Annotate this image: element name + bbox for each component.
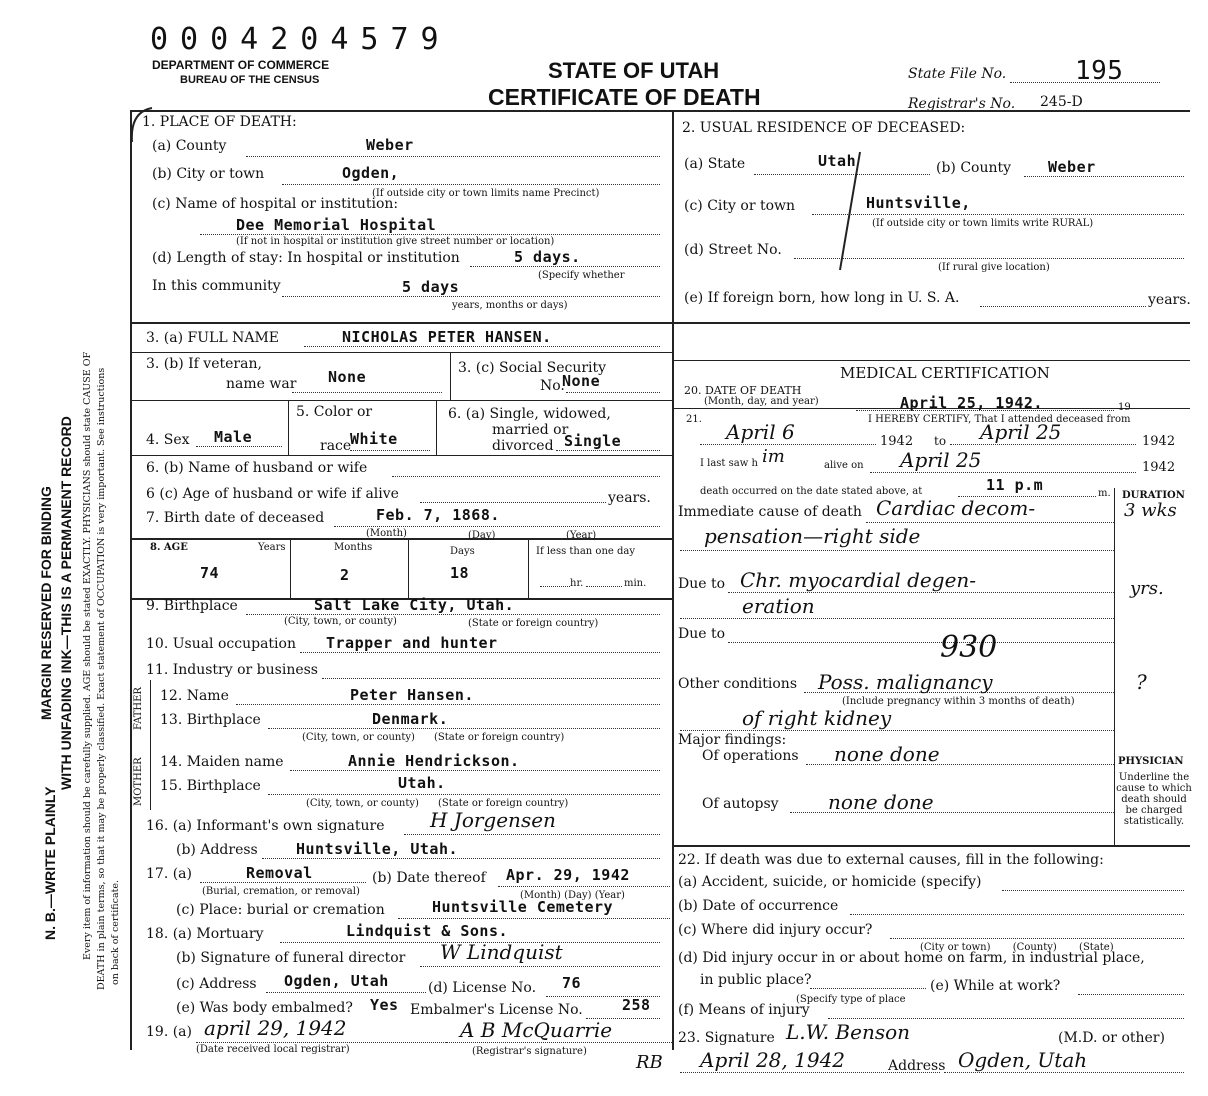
license-label: (d) License No.: [428, 980, 537, 996]
occupation: Trapper and hunter: [326, 634, 498, 652]
certify-number: 21.: [686, 414, 702, 425]
attended-to: April 25: [980, 420, 1062, 444]
last-saw-date: April 25: [900, 448, 982, 472]
birthplace-label: 9. Birthplace: [146, 598, 238, 614]
physician-note: Underline the cause to which death should be charged statistically.: [1116, 772, 1192, 827]
director-label: (b) Signature of funeral director: [176, 950, 406, 966]
alive-on-label: alive on: [824, 460, 864, 471]
color-label-2: race: [320, 438, 352, 454]
place-heading: 1. PLACE OF DEATH:: [142, 114, 297, 130]
city-note: (If outside city or town limits name Precinct): [372, 188, 600, 199]
state-heading: STATE OF UTAH: [548, 58, 720, 83]
duration-head: DURATION: [1122, 490, 1185, 501]
burial-place: Huntsville Cemetery: [432, 898, 614, 916]
mother-tag: MOTHER: [133, 757, 144, 806]
father-name: Peter Hansen.: [350, 686, 474, 704]
age-years-head: Years: [258, 542, 286, 553]
operations-label: Of operations: [702, 748, 799, 764]
res-state: Utah: [818, 152, 857, 170]
age-years: 74: [200, 564, 220, 582]
ss-label-2: No.: [540, 378, 565, 394]
informant-address: Huntsville, Utah.: [296, 840, 459, 858]
mother-bp-note: (City, town, or county) (State or foreign country): [306, 798, 569, 809]
autopsy-label: Of autopsy: [702, 796, 779, 812]
father-birthplace: Denmark.: [372, 710, 449, 728]
last-saw-label: I last saw h: [700, 458, 758, 469]
res-city-label: (c) City or town: [684, 198, 796, 214]
major-findings: Major findings:: [678, 732, 787, 748]
full-name: NICHOLAS PETER HANSEN.: [342, 328, 552, 346]
due-to-label-2: Due to: [678, 626, 726, 642]
embalmer-label: Embalmer's License No.: [410, 1002, 583, 1018]
margin-write-note: N. B.—WRITE PLAINLY: [42, 786, 58, 940]
birth-date: Feb. 7, 1868.: [376, 506, 500, 524]
mother-name: Annie Hendrickson.: [348, 752, 520, 770]
external-a: (a) Accident, suicide, or homicide (specify): [678, 874, 982, 890]
age-label: 8. AGE: [150, 542, 188, 553]
burial-date-label: (b) Date thereof: [372, 870, 486, 886]
state-file-number: 195: [1075, 56, 1124, 86]
md-label: (M.D. or other): [1058, 1030, 1165, 1046]
res-years: years.: [1148, 292, 1191, 308]
sex: Male: [214, 428, 253, 446]
to-label: to: [934, 434, 947, 448]
veteran-label: 3. (b) If veteran,: [146, 356, 262, 372]
hospital-label: (c) Name of hospital or institution:: [152, 196, 399, 212]
res-city-note: (If outside city or town limits write RURAL): [872, 218, 1094, 229]
removal: Removal: [246, 864, 313, 882]
mortuary: Lindquist & Sons.: [346, 922, 509, 940]
stay-label: (d) Length of stay: In hospital or institution: [152, 250, 460, 266]
residence-heading: 2. USUAL RESIDENCE OF DECEASED:: [682, 120, 966, 136]
physician-signature: L.W. Benson: [786, 1020, 911, 1044]
marital-label-2: married or: [492, 422, 569, 438]
res-county: Weber: [1048, 158, 1096, 176]
initials: RB: [636, 1052, 663, 1073]
res-county-label: (b) County: [936, 160, 1012, 176]
external-heading: 22. If death was due to external causes, fill in the following:: [678, 852, 1104, 868]
immediate-cause: Cardiac decom-: [876, 496, 1036, 520]
mother-birthplace: Utah.: [398, 774, 446, 792]
operations: none done: [834, 742, 940, 766]
stay-length: 5 days.: [514, 248, 581, 266]
father-tag: FATHER: [133, 687, 144, 730]
res-city: Huntsville,: [866, 194, 971, 212]
registrar-no-label: Registrar's No.: [908, 96, 1016, 112]
full-name-label: 3. (a) FULL NAME: [146, 330, 279, 346]
other-note: (Include pregnancy within 3 months of death): [842, 696, 1075, 707]
spouse-age-label: 6 (c) Age of husband or wife if alive: [146, 486, 399, 502]
due-to-1b: eration: [742, 594, 815, 618]
attended-from: April 6: [726, 420, 795, 444]
time-m: m.: [1098, 488, 1111, 499]
ss-label: 3. (c) Social Security: [458, 360, 607, 376]
informant-address-label: (b) Address: [176, 842, 258, 858]
color-label: 5. Color or: [296, 404, 373, 420]
registrar-label: 19. (a): [146, 1024, 192, 1040]
removal-label: 17. (a): [146, 866, 192, 882]
external-d-2: in public place?: [700, 972, 812, 988]
informant-signature: H Jorgensen: [430, 808, 556, 832]
due-to-1-duration: yrs.: [1130, 578, 1164, 599]
community-length: 5 days: [402, 278, 460, 296]
birth-day-note: (Day): [468, 530, 496, 541]
corner-bracket: [126, 106, 156, 146]
margin-ink-note: WITH UNFADING INK—THIS IS A PERMANENT RECORD: [58, 416, 74, 790]
bureau: BUREAU OF THE CENSUS: [180, 74, 320, 86]
res-state-label: (a) State: [684, 156, 746, 172]
sex-label: 4. Sex: [146, 432, 190, 448]
mortuary-label: 18. (a) Mortuary: [146, 926, 264, 942]
res-street-note: (If rural give location): [938, 262, 1050, 273]
sig-address: Ogden, Utah: [958, 1048, 1088, 1072]
res-foreign-label: (e) If foreign born, how long in U. S. A.: [684, 290, 960, 306]
stay-note: (Specify whether: [538, 270, 625, 281]
burial-date-note: (Month) (Day) (Year): [520, 890, 625, 901]
marital-status: Single: [564, 432, 622, 450]
age-min: min.: [624, 578, 647, 589]
margin-instructions-1: Every item of information should be carefully supplied. AGE should be stated EXACTLY. PHYSICIANS should state CAUSE OF: [82, 351, 93, 960]
county-label: (a) County: [152, 138, 227, 154]
director-signature: W Lindquist: [440, 940, 563, 964]
dod-label-2: (Month, day, and year): [704, 396, 819, 407]
signature-date: April 28, 1942: [700, 1048, 846, 1072]
registrar-signature-note: (Registrar's signature): [472, 1046, 587, 1057]
other-conditions: Poss. malignancy: [818, 670, 993, 694]
physician-head: PHYSICIAN: [1118, 756, 1184, 767]
state-file-label: State File No.: [908, 66, 1007, 82]
res-street-label: (d) Street No.: [684, 242, 782, 258]
margin-instructions-3: on back of certificate.: [110, 879, 121, 985]
autopsy: none done: [828, 790, 934, 814]
birth-date-label: 7. Birth date of deceased: [146, 510, 325, 526]
spouse-name-label: 6. (b) Name of husband or wife: [146, 460, 368, 476]
certify-text: I HEREBY CERTIFY, That I attended deceased from: [868, 414, 1131, 425]
father-name-label: 12. Name: [160, 688, 229, 704]
classification-code: 930: [940, 630, 998, 665]
color: White: [350, 430, 398, 448]
registrar-no: 245-D: [1040, 94, 1083, 110]
last-saw-him: im: [762, 446, 785, 467]
hospital-name: Dee Memorial Hospital: [236, 216, 437, 234]
ss-number: None: [562, 372, 601, 390]
occurred-label: death occurred on the date stated above, at: [700, 486, 923, 497]
burial-place-label: (c) Place: burial or cremation: [176, 902, 385, 918]
industry-label: 11. Industry or business: [146, 662, 318, 678]
last-saw-year: 1942: [1142, 460, 1176, 475]
age-hr: hr.: [570, 578, 584, 589]
medical-heading: MEDICAL CERTIFICATION: [840, 364, 1050, 382]
marital-label-3: divorced: [492, 438, 554, 454]
signature-label: 23. Signature: [678, 1030, 775, 1046]
occupation-label: 10. Usual occupation: [146, 636, 296, 652]
mother-bp-label: 15. Birthplace: [160, 778, 261, 794]
marital-label: 6. (a) Single, widowed,: [448, 406, 611, 422]
immediate-label: Immediate cause of death: [678, 504, 862, 520]
community-note: years, months or days): [452, 300, 568, 311]
embalmer-license: 258: [622, 996, 651, 1014]
date-received: april 29, 1942: [204, 1016, 347, 1040]
birthplace-note-2: (State or foreign country): [468, 618, 599, 629]
attended-to-year: 1942: [1142, 434, 1176, 449]
other-conditions-2: of right kidney: [742, 706, 892, 730]
dod-label: 20. DATE OF DEATH: [684, 384, 802, 397]
removal-note: (Burial, cremation, or removal): [202, 886, 360, 897]
community-label: In this community: [152, 278, 281, 294]
father-bp-note: (City, town, or county) (State or foreign country): [302, 732, 565, 743]
date-of-death: April 25, 1942.: [900, 394, 1043, 412]
city-label: (b) City or town: [152, 166, 265, 182]
margin-instructions-2: DEATH in plain terms, so that it may be properly classified. Exact statement of OCCUPATION is very important. See instructions: [96, 367, 107, 990]
date-received-note: (Date received local registrar): [196, 1044, 350, 1055]
external-c-note: (City or town) (County) (State): [920, 942, 1114, 953]
external-f: (f) Means of injury: [678, 1002, 810, 1018]
attended-from-year: 1942: [880, 434, 914, 449]
external-d-note: (Specify type of place: [796, 994, 906, 1005]
due-to-label-1: Due to: [678, 576, 726, 592]
mortuary-address-label: (c) Address: [176, 976, 257, 992]
place-county: Weber: [366, 136, 414, 154]
age-days-head: Days: [450, 546, 475, 557]
father-bp-label: 13. Birthplace: [160, 712, 261, 728]
hospital-note: (If not in hospital or institution give street number or location): [236, 236, 555, 247]
external-d: (d) Did injury occur in or about home on farm, in industrial place,: [678, 950, 1145, 966]
external-c: (c) Where did injury occur?: [678, 922, 873, 938]
registrar-signature: A B McQuarrie: [460, 1018, 613, 1042]
external-b: (b) Date of occurrence: [678, 898, 839, 914]
mortuary-address: Ogden, Utah: [284, 972, 389, 990]
other-duration: ?: [1136, 670, 1147, 694]
external-e: (e) While at work?: [930, 978, 1061, 994]
due-to-1: Chr. myocardial degen-: [740, 568, 977, 592]
veteran-label-2: name war: [226, 376, 297, 392]
immediate-duration: 3 wks: [1124, 500, 1177, 521]
dod-suffix: 19: [1118, 402, 1131, 413]
birth-month-note: (Month): [366, 528, 407, 539]
birthplace-note-1: (City, town, or county): [284, 616, 397, 627]
birthplace: Salt Lake City, Utah.: [314, 596, 515, 614]
department: DEPARTMENT OF COMMERCE: [152, 58, 330, 72]
time-of-death: 11 p.m: [986, 476, 1044, 494]
other-conditions-label: Other conditions: [678, 676, 798, 692]
sig-address-label: Address: [888, 1058, 946, 1074]
embalmed-label: (e) Was body embalmed?: [176, 1000, 353, 1016]
birth-year-note: (Year): [566, 530, 597, 541]
margin-binding-note: MARGIN RESERVED FOR BINDING: [38, 486, 54, 720]
age-months: 2: [340, 566, 350, 584]
certificate-title: CERTIFICATE OF DEATH: [488, 84, 761, 110]
age-months-head: Months: [334, 542, 373, 553]
place-city: Ogden,: [342, 164, 400, 182]
veteran-war: None: [328, 368, 367, 386]
burial-date: Apr. 29, 1942: [506, 866, 630, 884]
spouse-age-years: years.: [608, 490, 651, 506]
embalmed: Yes: [370, 996, 399, 1014]
informant-label: 16. (a) Informant's own signature: [146, 818, 385, 834]
age-days: 18: [450, 564, 470, 582]
license-number: 76: [562, 974, 582, 992]
immediate-cause-2: pensation—right side: [704, 524, 921, 548]
serial-number: 0004204579: [150, 22, 451, 57]
mother-name-label: 14. Maiden name: [160, 754, 284, 770]
pen-mark: [830, 150, 870, 280]
age-less-head: If less than one day: [536, 546, 635, 557]
